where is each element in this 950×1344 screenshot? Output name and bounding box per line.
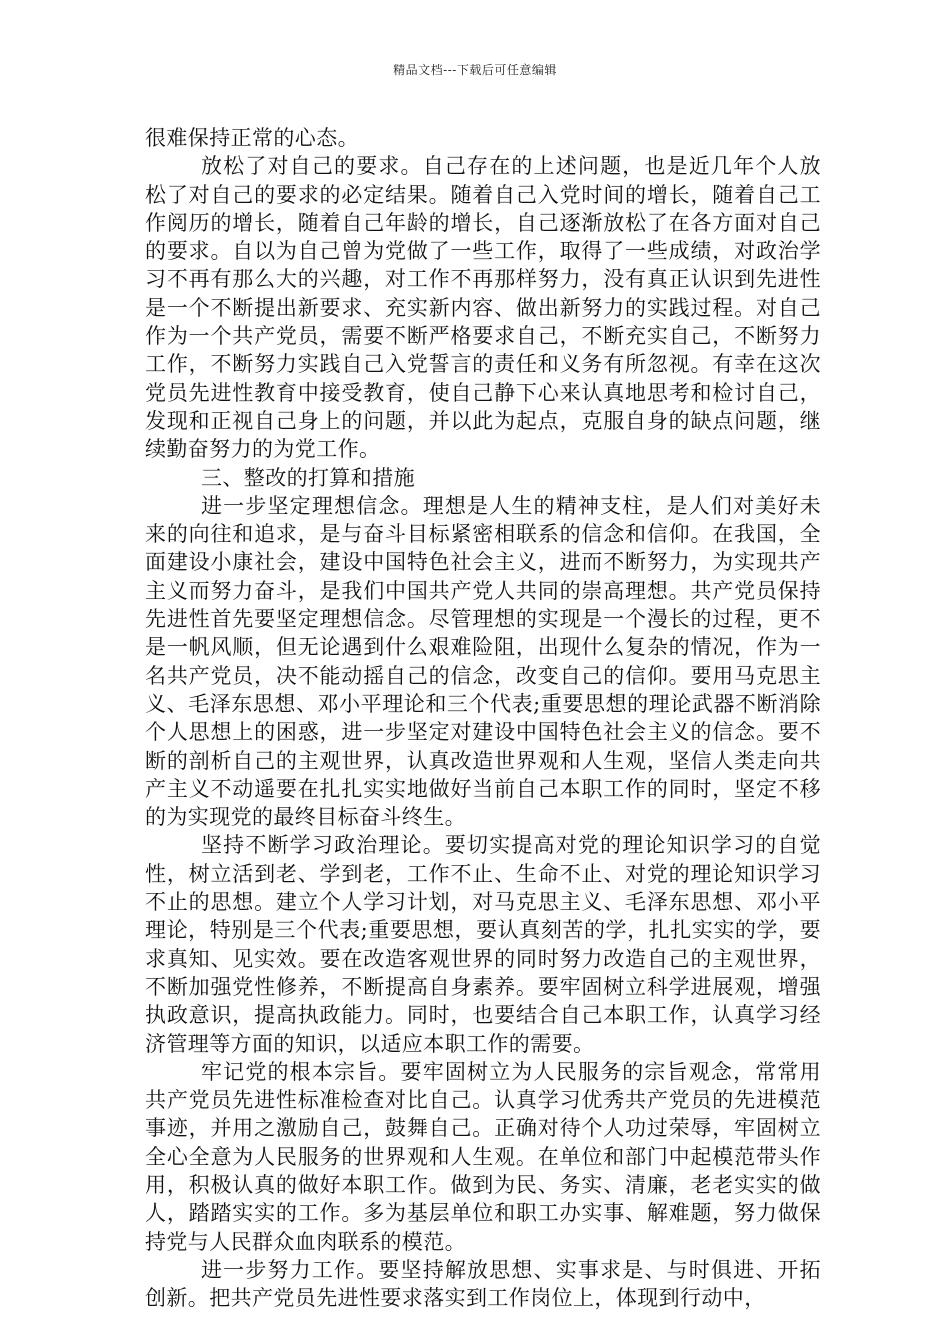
paragraph-ideals-beliefs: 进一步坚定理想信念。理想是人生的精神支柱，是人们对美好未来的向往和追求，是与奋斗目标紧密相联系的信念和信仰。在我国，全面建设小康社会，建设中国特色社会主义，进而不断努力，为实现共产主义而努力奋斗，是我们中国共产党人共同的崇高理想。共产党员保持先进性首先要坚定理想信念。尽管理想的实现是一个漫长的过程，更不是一帆风顺，但无论遇到什么艰难险阻，出现什么复杂的情况，作为一名共产党员，决不能动摇自己的信念，改变自己的信仰。要用马克思主义、毛泽东思想、邓小平理论和三个代表;重要思想的理论武器不断消除个人思想上的困惑，进一步坚定对建设中国特色社会主义的信念。要不断的剖析自己的主观世界，认真改造世界观和人生观，坚信人类走向共产主义不动遥要在扎扎实实地做好当前自己本职工作的同时，坚定不移的为实现党的最终目标奋斗终生。 <box>145 493 821 830</box>
paragraph-political-theory: 坚持不断学习政治理论。要切实提高对党的理论知识学习的自觉性，树立活到老、学到老，工作不止、生命不止、对党的理论知识学习不止的思想。建立个人学习计划，对马克思主义、毛泽东思想、邓小平理论，特别是三个代表;重要思想，要认真刻苦的学，扎扎实实的学，要求真知、见实效。要在改造客观世界的同时努力改造自己的主观世界，不断加强党性修养，不断提高自身素养。要牢固树立科学进展观，增强执政意识，提高执政能力。同时，也要结合自己本职工作，认真学习经济管理等方面的知识，以适应本职工作的需要。 <box>145 833 821 1056</box>
page-header: 精品文档---下载后可任意编辑 <box>393 63 557 77</box>
paragraph-continuation: 很难保持正常的心态。 <box>145 126 359 150</box>
paragraph-work-harder: 进一步努力工作。要坚持解放思想、实事求是、与时俱进、开拓创新。把共产党员先进性要求落实到工作岗位上，体现到行动中， <box>145 1257 821 1311</box>
paragraph-self-requirements: 放松了对自己的要求。自己存在的上述问题，也是近几年个人放松了对自己的要求的必定结果。随着自己入党时间的增长，随着自己工作阅历的增长，随着自己年龄的增长，自己逐渐放松了在各方面对自己的要求。自以为自己曾为党做了一些工作，取得了一些成绩，对政治学习不再有那么大的兴趣，对工作不再那样努力，没有真正认识到先进性是一个不断提出新要求、充实新内容、做出新努力的实践过程。对自己作为一个共产党员，需要不断严格要求自己，不断充实自己，不断努力工作，不断努力实践自己入党誓言的责任和义务有所忽视。有幸在这次党员先进性教育中接受教育，使自己静下心来认真地思考和检讨自己，发现和正视自己身上的问题，并以此为起点，克服自身的缺点问题，继续勤奋努力的为党工作。 <box>145 154 821 462</box>
section-heading-rectification: 三、整改的打算和措施 <box>201 465 415 490</box>
paragraph-party-purpose: 牢记党的根本宗旨。要牢固树立为人民服务的宗旨观念，常常用共产党员先进性标准检查对比自己。认真学习优秀共产党员的先进模范事迹，并用之激励自己，鼓舞自己。正确对待个人功过荣辱，牢固树立全心全意为人民服务的世界观和人生观。在单位和部门中起模范带头作用，积极认真的做好本职工作。做到为民、务实、清廉，老老实实的做人，踏踏实实的工作。多为基层单位和职工办实事、解难题，努力做保持党与人民群众血肉联系的模范。 <box>145 1059 821 1254</box>
document-body <box>145 124 821 1312</box>
